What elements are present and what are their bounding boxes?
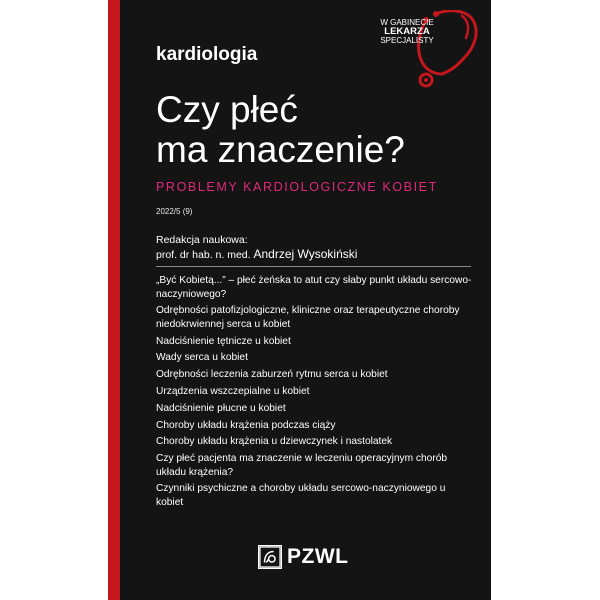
series-label <box>376 18 438 45</box>
toc-item: „Być Kobietą...” – płeć żeńska to atut czy słaby punkt układu sercowo-naczyniowego? <box>156 275 472 300</box>
book-subtitle: PROBLEMY KARDIOLOGICZNE KOBIET <box>156 180 438 194</box>
toc-item: Choroby układu krążenia u dziewczynek i nastolatek <box>156 436 393 448</box>
toc-item: Urządzenia wszczepialne u kobiet <box>156 385 310 397</box>
series-line-3: SPECJALISTY <box>380 36 434 45</box>
toc-item: Odrębności leczenia zaburzeń rytmu serca u kobiet <box>156 369 388 381</box>
toc-item: Nadciśnienie tętnicze u kobiet <box>156 335 291 347</box>
toc-item: Wady serca u kobiet <box>156 352 248 364</box>
book-cover <box>108 0 491 600</box>
book-title <box>156 90 476 170</box>
editor-label: Redakcja naukowa: <box>156 234 248 246</box>
editor-title: prof. dr hab. n. med. <box>156 249 251 261</box>
toc-item: Nadciśnienie płucne u kobiet <box>156 402 286 414</box>
toc-item: Czynniki psychiczne a choroby układu sercowo-naczyniowego u kobiet <box>156 483 446 508</box>
toc-item: Czy płeć pacjenta ma znaczenie w leczeniu operacyjnym chorób układu krążenia? <box>156 453 448 478</box>
publisher-logo <box>258 544 348 570</box>
series-badge <box>376 10 486 90</box>
editor-block <box>156 233 357 262</box>
toc-item: Odrębności patofizjologiczne, kliniczne oraz terapeutyczne choroby niedokrwiennej serca u kobiet <box>156 305 460 330</box>
red-spine <box>108 0 120 600</box>
title-line-1: Czy płeć <box>156 89 298 130</box>
editor-name: Andrzej Wysokiński <box>253 247 358 261</box>
pzwl-logo-icon <box>258 545 282 569</box>
editor-credit <box>156 247 357 262</box>
category-label: kardiologia <box>156 44 258 65</box>
edition-number: 2022/5 (9) <box>156 207 193 216</box>
divider <box>156 266 471 267</box>
publisher-name: PZWL <box>287 545 349 568</box>
title-line-2: ma znaczenie? <box>156 129 405 170</box>
table-of-contents <box>156 274 474 513</box>
series-line-2: LEKARZA <box>384 26 430 37</box>
series-line-1: W GABINECIE <box>380 18 434 27</box>
toc-item: Choroby układu krążenia podczas ciąży <box>156 419 336 431</box>
